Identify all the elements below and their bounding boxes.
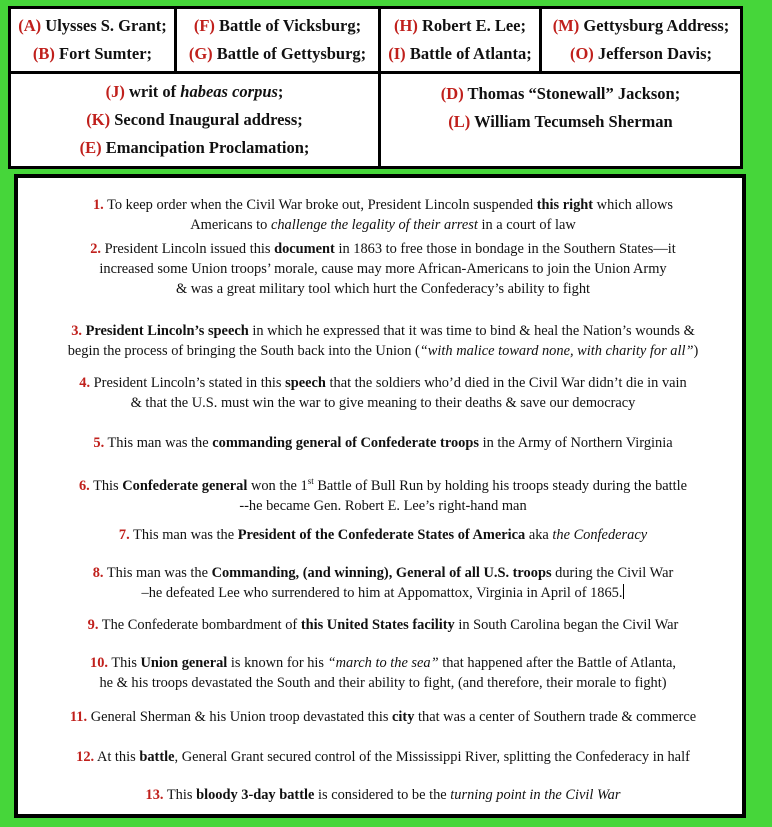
question-item bbox=[28, 525, 738, 545]
word-bank-row-bottom bbox=[10, 73, 742, 168]
question-item bbox=[28, 785, 738, 805]
question-text: is known for his bbox=[227, 655, 328, 671]
question-line bbox=[28, 215, 738, 235]
question-line bbox=[28, 785, 738, 805]
question-line bbox=[28, 563, 738, 583]
question-number: 9. bbox=[87, 617, 99, 633]
answer-term: Jefferson Davis; bbox=[593, 44, 713, 63]
word-bank-cell bbox=[10, 8, 176, 73]
question-number: 10. bbox=[90, 655, 108, 671]
answer-letter: (K) bbox=[86, 110, 111, 129]
word-bank-cell bbox=[10, 73, 380, 168]
question-text: This bbox=[163, 787, 197, 803]
question-text: battle bbox=[139, 749, 175, 765]
question-text: that happened after the Battle of Atlanta, bbox=[438, 655, 676, 671]
answer-letter: (O) bbox=[569, 44, 594, 63]
answer-letter: (F) bbox=[193, 16, 215, 35]
answer-term: Fort Sumter; bbox=[54, 44, 153, 63]
question-text: increased some Union troops’ morale, cause may more African-Americans to join the Union Army bbox=[99, 261, 667, 277]
question-item bbox=[28, 707, 738, 727]
question-text: Americans to bbox=[190, 217, 271, 233]
question-text: President Lincoln’s stated in this bbox=[90, 375, 286, 391]
question-text: This bbox=[108, 655, 141, 671]
answer-letter: (A) bbox=[18, 16, 42, 35]
questions-panel bbox=[14, 174, 746, 818]
question-text: in 1863 to free those in bondage in the Southern States—it bbox=[334, 241, 676, 257]
question-text: challenge the legality of their arrest bbox=[270, 217, 478, 233]
question-text: Commanding, (and winning), General of all U.S. troops bbox=[211, 565, 552, 581]
answer-term: William Tecumseh Sherman bbox=[470, 112, 673, 131]
word-bank-entry bbox=[381, 12, 539, 40]
word-bank-entry bbox=[542, 12, 740, 40]
answer-term: Thomas “Stonewall” Jackson; bbox=[463, 84, 681, 103]
text-cursor bbox=[623, 584, 624, 599]
question-text: & was a great military tool which hurt the Confederacy’s ability to fight bbox=[175, 281, 591, 297]
question-line bbox=[28, 195, 738, 215]
question-item bbox=[28, 747, 738, 767]
question-item bbox=[28, 653, 738, 693]
question-text: ) bbox=[693, 343, 699, 359]
question-number: 3. bbox=[71, 323, 83, 339]
answer-term: Second Inaugural address; bbox=[110, 110, 303, 129]
answer-letter: (M) bbox=[552, 16, 580, 35]
question-line bbox=[28, 321, 738, 341]
question-text: This man was the bbox=[129, 527, 238, 543]
answer-letter: (B) bbox=[32, 44, 55, 63]
question-text: st bbox=[307, 476, 314, 486]
answer-term: Emancipation Proclamation; bbox=[101, 138, 310, 157]
word-bank-cell bbox=[380, 8, 541, 73]
answer-term: writ of bbox=[124, 82, 181, 101]
answer-letter: (L) bbox=[448, 112, 471, 131]
question-number: 12. bbox=[76, 749, 95, 765]
question-text: General Sherman & his Union troop devastated this bbox=[87, 709, 393, 725]
answer-letter: (J) bbox=[105, 82, 125, 101]
question-item bbox=[28, 373, 738, 413]
question-text: aka bbox=[525, 527, 553, 543]
question-text: Union general bbox=[140, 655, 228, 671]
question-text: turning point in the Civil War bbox=[450, 787, 621, 803]
question-number: 5. bbox=[93, 435, 105, 451]
word-bank-row-top bbox=[10, 8, 742, 73]
question-line bbox=[28, 471, 738, 496]
question-text: this United States facility bbox=[300, 617, 455, 633]
question-text: bloody 3-day battle bbox=[196, 787, 315, 803]
question-text: & that the U.S. must win the war to give meaning to their deaths & save our democracy bbox=[130, 395, 636, 411]
question-number: 7. bbox=[118, 527, 130, 543]
answer-term: Battle of Vicksburg; bbox=[214, 16, 362, 35]
word-bank-entry bbox=[542, 40, 740, 68]
question-number: 11. bbox=[69, 709, 88, 725]
question-line bbox=[28, 259, 738, 279]
word-bank-entry bbox=[177, 12, 378, 40]
question-text: President Lincoln’s speech bbox=[85, 323, 249, 339]
word-bank bbox=[8, 6, 743, 169]
question-text: This bbox=[89, 477, 123, 494]
question-text: in South Carolina began the Civil War bbox=[454, 617, 679, 633]
question-item bbox=[28, 239, 738, 299]
word-bank-entry bbox=[381, 108, 740, 136]
question-number: 6. bbox=[78, 477, 90, 494]
answer-term-italic: habeas corpus bbox=[180, 82, 278, 101]
word-bank-entry bbox=[11, 106, 378, 134]
question-text: this right bbox=[536, 197, 594, 213]
question-text: during the Civil War bbox=[551, 565, 674, 581]
word-bank-entry bbox=[177, 40, 378, 68]
question-text: he & his troops devastated the South and their ability to fight, (and therefore, their morale to fight) bbox=[99, 675, 667, 691]
question-item bbox=[28, 471, 738, 516]
question-item bbox=[28, 195, 738, 235]
question-line bbox=[28, 525, 738, 545]
word-bank-cell bbox=[380, 73, 742, 168]
question-line bbox=[28, 615, 738, 635]
question-line bbox=[28, 373, 738, 393]
question-item bbox=[28, 433, 738, 453]
question-text: --he became Gen. Robert E. Lee’s right-hand man bbox=[239, 497, 527, 514]
question-text: –he defeated Lee who surrendered to him at Appomattox, Virginia in April of 1865. bbox=[141, 585, 623, 601]
question-text: that was a center of Southern trade & commerce bbox=[414, 709, 697, 725]
word-bank-entry bbox=[381, 40, 539, 68]
question-text: in which he expressed that it was time to bind & heal the Nation’s wounds & bbox=[248, 323, 695, 339]
question-number: 2. bbox=[90, 241, 102, 257]
question-text: President of the Confederate States of America bbox=[237, 527, 526, 543]
word-bank-entry bbox=[11, 40, 174, 68]
question-line bbox=[28, 341, 738, 361]
question-text: President Lincoln issued this bbox=[101, 241, 275, 257]
question-line bbox=[28, 653, 738, 673]
answer-term: Gettysburg Address; bbox=[579, 16, 730, 35]
question-line bbox=[28, 673, 738, 693]
question-text: This man was the bbox=[103, 565, 212, 581]
answer-term: Robert E. Lee; bbox=[417, 16, 526, 35]
answer-letter: (E) bbox=[79, 138, 102, 157]
question-text: To keep order when the Civil War broke out, President Lincoln suspended bbox=[103, 197, 537, 213]
question-item bbox=[28, 615, 738, 635]
answer-term: Battle of Gettysburg; bbox=[212, 44, 367, 63]
question-text: “with malice toward none, with charity for all” bbox=[419, 343, 694, 359]
answer-term: Battle of Atlanta; bbox=[405, 44, 532, 63]
question-line bbox=[28, 239, 738, 259]
question-line bbox=[28, 279, 738, 299]
word-bank-entry bbox=[11, 134, 378, 162]
question-number: 1. bbox=[92, 197, 104, 213]
question-text: is considered to be the bbox=[314, 787, 451, 803]
question-text: that the soldiers who’d died in the Civil War didn’t die in vain bbox=[325, 375, 687, 391]
question-text: Battle of Bull Run by holding his troops steady during the battle bbox=[313, 477, 688, 494]
word-bank-entry bbox=[11, 78, 378, 106]
question-line bbox=[28, 433, 738, 453]
word-bank-cell bbox=[176, 8, 380, 73]
question-text: This man was the bbox=[104, 435, 213, 451]
answer-letter: (G) bbox=[188, 44, 213, 63]
answer-letter: (H) bbox=[394, 16, 418, 35]
question-line bbox=[28, 583, 738, 603]
answer-letter: (D) bbox=[440, 84, 464, 103]
question-line bbox=[28, 496, 738, 516]
question-text: document bbox=[274, 241, 335, 257]
question-text: in a court of law bbox=[477, 217, 576, 233]
question-text: , General Grant secured control of the Mississippi River, splitting the Confederacy in half bbox=[174, 749, 690, 765]
question-text: The Confederate bombardment of bbox=[98, 617, 301, 633]
question-number: 4. bbox=[79, 375, 91, 391]
question-text: which allows bbox=[593, 197, 674, 213]
answer-letter: (I) bbox=[388, 44, 406, 63]
word-bank-cell bbox=[541, 8, 742, 73]
question-text: won the 1 bbox=[247, 477, 308, 494]
question-text: Confederate general bbox=[122, 477, 248, 494]
word-bank-entry bbox=[381, 80, 740, 108]
question-text: city bbox=[392, 709, 415, 725]
question-item bbox=[28, 563, 738, 603]
answer-term: Ulysses S. Grant; bbox=[41, 16, 167, 35]
question-text: At this bbox=[94, 749, 140, 765]
question-number: 13. bbox=[145, 787, 164, 803]
question-text: commanding general of Confederate troops bbox=[212, 435, 479, 451]
question-text: in the Army of Northern Virginia bbox=[478, 435, 673, 451]
answer-term-punct: ; bbox=[277, 82, 284, 101]
question-line bbox=[28, 707, 738, 727]
question-text: begin the process of bringing the South back into the Union ( bbox=[67, 343, 420, 359]
question-line bbox=[28, 747, 738, 767]
question-item bbox=[28, 321, 738, 361]
word-bank-entry bbox=[11, 12, 174, 40]
question-text: “march to the sea” bbox=[327, 655, 439, 671]
question-number: 8. bbox=[92, 565, 104, 581]
question-text: speech bbox=[285, 375, 326, 391]
question-line bbox=[28, 393, 738, 413]
question-text: the Confederacy bbox=[552, 527, 648, 543]
